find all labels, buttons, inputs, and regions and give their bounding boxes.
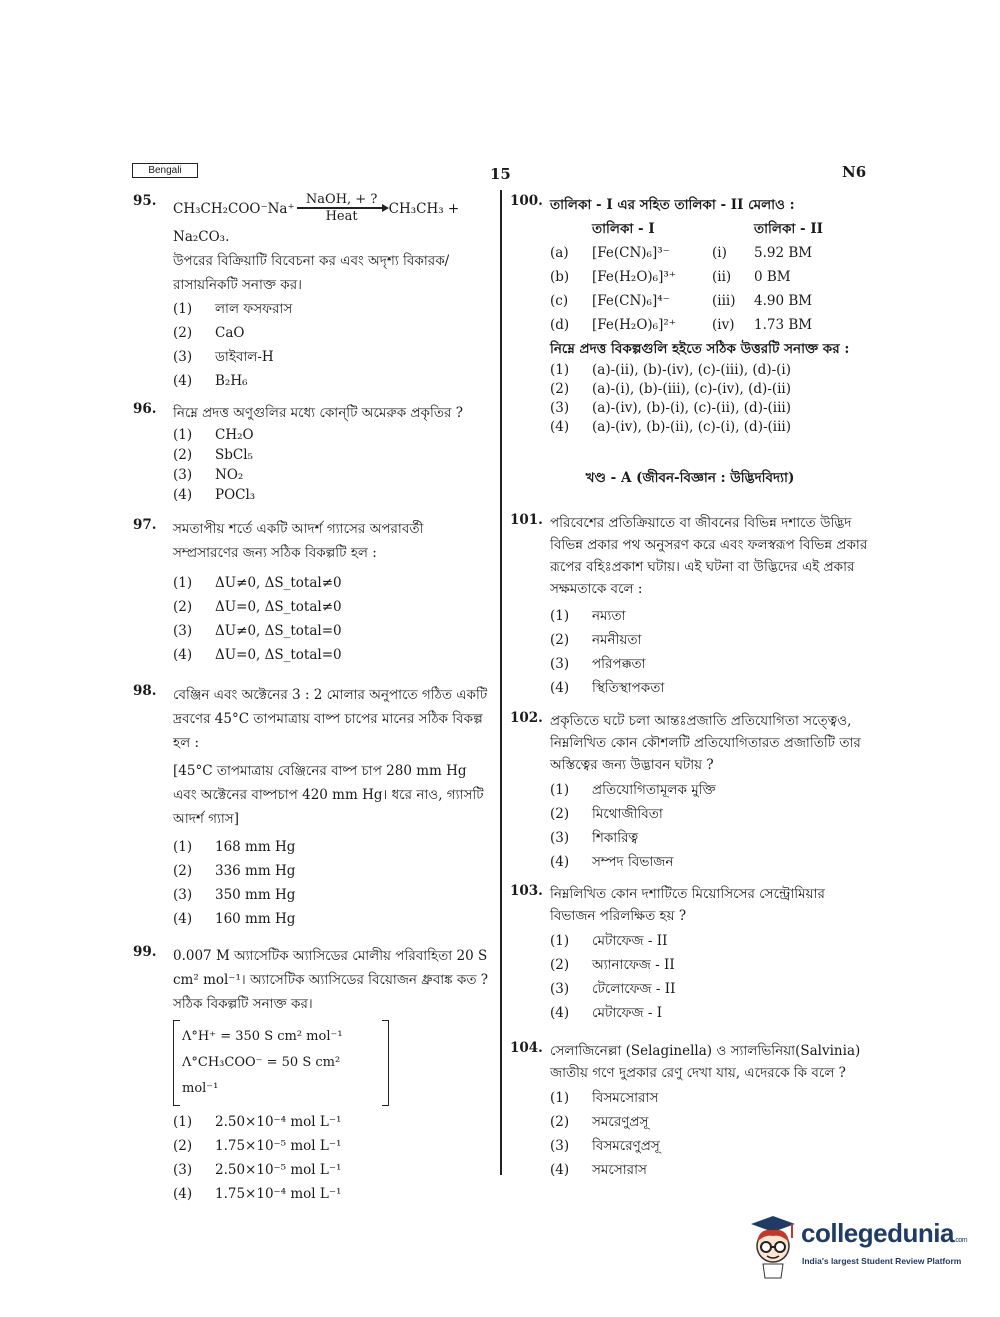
question-97	[133, 517, 493, 677]
match-table-header	[592, 217, 870, 241]
option-text: ΔU=0, ΔS_total≠0	[215, 599, 342, 615]
answer-option[interactable]	[173, 595, 493, 619]
match-table-cell: 1.73 BM	[754, 317, 813, 333]
question-text: সেলাজিনেল্লা (Selaginella) ও স্যালভিনিয়া(Salvinia) জাতীয় গণে দুপ্রকার রেণু দেখা যায়, এদেরকে কি বলে ?	[550, 1043, 861, 1081]
answer-option[interactable]	[173, 369, 493, 393]
page-number: 15	[490, 165, 511, 183]
question-101	[510, 512, 870, 710]
option-number: (4)	[173, 487, 193, 503]
match-table-cell: [Fe(H₂O)₆]²⁺	[592, 317, 676, 333]
option-number: (1)	[173, 575, 193, 591]
option-number: (4)	[173, 1186, 193, 1202]
option-number: (4)	[173, 372, 193, 389]
option-text: বিসমরেণুপ্রসূ	[592, 1138, 660, 1154]
question-102	[510, 710, 870, 883]
option-text: সম্পদ বিভাজন	[592, 854, 674, 870]
given-data-line: Λ°CH₃COO⁻ = 50 S cm² mol⁻¹	[182, 1055, 341, 1096]
option-number: (3)	[173, 467, 193, 483]
option-text: পরিপক্কতা	[592, 656, 646, 672]
match-table-cell: (i)	[712, 245, 727, 261]
brand-domain: .com	[953, 1237, 968, 1244]
option-number: (3)	[550, 400, 570, 416]
option-number: (1)	[550, 362, 570, 378]
option-number: (3)	[550, 656, 570, 672]
match-table-cell: [Fe(CN)₆]³⁻	[592, 245, 670, 261]
answer-option[interactable]	[550, 361, 870, 380]
answer-option[interactable]	[550, 1134, 870, 1158]
right-column	[510, 193, 870, 1182]
option-text: (a)-(i), (b)-(iii), (c)-(iv), (d)-(ii)	[592, 381, 792, 397]
reaction-equation	[173, 193, 493, 225]
column-divider	[500, 190, 502, 1175]
answer-option[interactable]	[173, 1110, 493, 1134]
answer-option[interactable]	[550, 380, 870, 399]
answer-option[interactable]	[173, 297, 493, 321]
option-number: (2)	[550, 1114, 570, 1130]
question-number: 97.	[133, 517, 157, 533]
option-text: ΔU≠0, ΔS_total=0	[215, 623, 342, 639]
collegedunia-logo[interactable]	[745, 1212, 970, 1282]
question-text: তালিকা - I এর সহিত তালিকা - II মেলাও :	[550, 197, 795, 213]
option-text: 168 mm Hg	[215, 839, 296, 855]
match-table-cell: (c)	[550, 293, 569, 309]
answer-option[interactable]	[550, 929, 870, 953]
reaction-arrow	[297, 193, 387, 225]
option-text: মেটাফেজ - I	[592, 1005, 663, 1021]
option-text: ΔU=0, ΔS_total=0	[215, 647, 342, 663]
section-title: খণ্ড - A (জীবন-বিজ্ঞান : উদ্ভিদবিদ্যা)	[585, 470, 795, 486]
option-number: (1)	[173, 300, 193, 317]
mascot-icon	[745, 1212, 801, 1282]
option-text: SbCl₅	[215, 447, 253, 463]
question-number: 103.	[510, 883, 543, 899]
answer-option[interactable]	[173, 321, 493, 345]
option-number: (1)	[173, 427, 193, 443]
question-number: 99.	[133, 944, 157, 960]
question-text: নিম্নলিখিত কোন দশাটিতে মিয়োসিসের সেন্ট্রোমিয়ার বিভাজন পরিলক্ষিত হয় ?	[550, 886, 825, 924]
option-text: 2.50×10⁻⁵ mol L⁻¹	[215, 1162, 342, 1178]
list-1-heading: তালিকা - I	[592, 221, 655, 237]
product-continued: Na₂CO₃.	[173, 228, 230, 245]
question-number: 102.	[510, 710, 543, 726]
match-table	[550, 241, 870, 337]
option-text: ডাইবাল-H	[215, 348, 274, 365]
brand-tagline: India's largest Student Review Platform	[802, 1256, 962, 1266]
option-text: বিসমসোরাস	[592, 1090, 659, 1106]
option-number: (3)	[173, 348, 193, 365]
option-text: প্রতিযোগিতামূলক মুক্তি	[592, 782, 716, 798]
question-98	[133, 683, 493, 938]
option-text: (a)-(iv), (b)-(ii), (c)-(i), (d)-(iii)	[592, 419, 792, 435]
answer-option[interactable]	[173, 835, 493, 859]
option-text: NO₂	[215, 467, 244, 483]
answer-option[interactable]	[550, 418, 870, 437]
answer-option[interactable]	[550, 1086, 870, 1110]
question-text: 0.007 M অ্যাসেটিক অ্যাসিডের মোলীয় পরিবাহিতা 20 S cm² mol⁻¹। অ্যাসেটিক অ্যাসিডের বিয়োজন ধ্রুবাঙ্ক কত ? সঠিক বিকল্পটি সনাক্ত কর।	[173, 948, 488, 1012]
answer-option[interactable]	[173, 571, 493, 595]
answer-option[interactable]	[173, 619, 493, 643]
answer-option[interactable]	[173, 345, 493, 369]
option-text: 160 mm Hg	[215, 911, 296, 927]
option-number: (1)	[550, 1090, 570, 1106]
booklet-code: N6	[842, 163, 867, 181]
option-text: মেটাফেজ - II	[592, 933, 668, 949]
option-text: নম্যতা	[592, 608, 626, 624]
match-table-cell: [Fe(CN)₆]⁴⁻	[592, 293, 670, 309]
match-table-cell: 4.90 BM	[754, 293, 813, 309]
question-95	[133, 193, 493, 395]
match-table-cell: (a)	[550, 245, 569, 261]
option-number: (4)	[550, 1005, 570, 1021]
option-text: (a)-(ii), (b)-(iv), (c)-(iii), (d)-(i)	[592, 362, 792, 378]
option-number: (2)	[173, 863, 193, 879]
option-text: সমরেণুপ্রসূ	[592, 1114, 649, 1130]
option-text: 350 mm Hg	[215, 887, 296, 903]
question-text: প্রকৃতিতে ঘটে চলা আন্তঃপ্রজাতি প্রতিযোগিতা সত্ত্বেও, নিম্নলিখিত কোন কৌশলটি প্রতিযোগিতারত প্রজাতিটি তার অস্তিত্বের জন্য উদ্ভাবন ঘটায় ?	[550, 713, 861, 773]
question-number: 104.	[510, 1040, 543, 1056]
question-103	[510, 883, 870, 1040]
answer-option[interactable]	[173, 643, 493, 667]
option-number: (1)	[173, 1114, 193, 1130]
answer-option[interactable]	[550, 802, 870, 826]
option-number: (1)	[550, 933, 570, 949]
given-data-line: Λ°H⁺ = 350 S cm² mol⁻¹	[182, 1029, 343, 1044]
option-text: 1.75×10⁻⁵ mol L⁻¹	[215, 1138, 342, 1154]
answer-option[interactable]	[550, 652, 870, 676]
answer-option[interactable]	[173, 425, 493, 445]
option-number: (4)	[550, 854, 570, 870]
match-table-cell: (iv)	[712, 317, 735, 333]
option-text: ΔU≠0, ΔS_total≠0	[215, 575, 342, 591]
option-number: (4)	[173, 647, 193, 663]
option-number: (3)	[550, 1138, 570, 1154]
option-number: (2)	[550, 957, 570, 973]
answer-option[interactable]	[550, 628, 870, 652]
answer-option[interactable]	[173, 859, 493, 883]
answer-option[interactable]	[550, 778, 870, 802]
question-note: [45°C তাপমাত্রায় বেঞ্জিনের বাষ্প চাপ 280 mm Hg এবং অক্টেনের বাষ্পচাপ 420 mm Hg। ধরে নাও, গ্যাসটি আদর্শ গ্যাস]	[173, 763, 484, 827]
answer-option[interactable]	[550, 604, 870, 628]
answer-option[interactable]	[173, 465, 493, 485]
option-text: B₂H₆	[215, 372, 248, 389]
arrow-top-label: NaOH, + ?	[305, 192, 378, 207]
answer-option[interactable]	[550, 953, 870, 977]
option-number: (1)	[173, 839, 193, 855]
option-number: (1)	[550, 782, 570, 798]
answer-option[interactable]	[550, 676, 870, 700]
option-text: CH₂O	[215, 427, 254, 443]
answer-option[interactable]	[173, 1158, 493, 1182]
answer-option[interactable]	[173, 883, 493, 907]
reactant: CH₃CH₂COO⁻Na⁺	[173, 200, 295, 217]
option-text: নমনীয়তা	[592, 632, 642, 648]
match-table-cell: 5.92 BM	[754, 245, 813, 261]
match-table-cell: 0 BM	[754, 269, 791, 285]
language-label: Bengali	[132, 163, 198, 178]
option-number: (2)	[550, 806, 570, 822]
option-number: (4)	[550, 419, 570, 435]
answer-option[interactable]	[550, 850, 870, 874]
answer-option[interactable]	[550, 1158, 870, 1182]
product: CH₃CH₃ +	[388, 200, 460, 217]
option-text: 1.75×10⁻⁴ mol L⁻¹	[215, 1186, 342, 1202]
left-column	[133, 193, 493, 1206]
answer-option[interactable]	[173, 445, 493, 465]
question-99	[133, 944, 493, 1206]
question-number: 95.	[133, 193, 157, 209]
arrow-bottom-label: Heat	[325, 208, 358, 224]
given-data-bracket	[173, 1020, 389, 1106]
option-number: (4)	[550, 680, 570, 696]
option-number: (2)	[550, 381, 570, 397]
answer-option[interactable]	[173, 485, 493, 505]
option-text: 336 mm Hg	[215, 863, 296, 879]
question-number: 98.	[133, 683, 157, 699]
option-number: (3)	[173, 1162, 193, 1178]
answer-option[interactable]	[173, 907, 493, 931]
option-text: 2.50×10⁻⁴ mol L⁻¹	[215, 1114, 342, 1130]
question-number: 100.	[510, 193, 543, 209]
answer-option[interactable]	[550, 1001, 870, 1025]
option-number: (2)	[173, 599, 193, 615]
match-table-cell: (b)	[550, 269, 570, 285]
question-text: উপরের বিক্রিয়াটি বিবেচনা কর এবং অদৃশ্য বিকারক/ রাসায়নিকটি সনাক্ত কর।	[173, 252, 450, 293]
list-2-heading: তালিকা - II	[754, 221, 823, 237]
answer-option[interactable]	[550, 399, 870, 418]
option-text: POCl₃	[215, 487, 256, 503]
option-number: (3)	[550, 981, 570, 997]
option-number: (4)	[173, 911, 193, 927]
question-text: পরিবেশের প্রতিক্রিয়াতে বা জীবনের বিভিন্ন দশাতে উদ্ভিদ বিভিন্ন প্রকার পথ অনুসরণ করে এবং ফলস্বরূপ বিভিন্ন প্রকার রূপের বহিঃপ্রকাশ ঘটায়। এই ঘটনা বা উদ্ভিদের এই প্রকার সক্ষমতাকে বলে :	[550, 515, 868, 597]
question-100	[510, 193, 870, 437]
question-text: সমতাপীয় শর্তে একটি আদর্শ গ্যাসের অপরাবর্তী সম্প্রসারণের জন্য সঠিক বিকল্পটি হল :	[173, 521, 424, 561]
instruction-text: নিম্নে প্রদত্ত বিকল্পগুলি হইতে সঠিক উত্তরটি সনাক্ত কর :	[550, 341, 850, 357]
question-96	[133, 401, 493, 511]
option-number: (3)	[173, 887, 193, 903]
option-number: (2)	[173, 1138, 193, 1154]
question-number: 96.	[133, 401, 157, 417]
question-text: বেঞ্জিন এবং অক্টেনের 3 : 2 মোলার অনুপাতে গঠিত একটি দ্রবণের 45°C তাপমাত্রায় বাষ্প চাপের মানের সঠিক বিকল্প হল :	[173, 687, 488, 751]
match-table-cell: (ii)	[712, 269, 732, 285]
option-text: CaO	[215, 324, 245, 341]
match-table-cell: [Fe(H₂O)₆]³⁺	[592, 269, 676, 285]
option-text: অ্যানাফেজ - II	[592, 957, 675, 973]
match-table-cell: (iii)	[712, 293, 736, 309]
answer-option[interactable]	[173, 1134, 493, 1158]
option-number: (4)	[550, 1162, 570, 1178]
question-number: 101.	[510, 512, 543, 528]
option-text: সমসোরাস	[592, 1162, 647, 1178]
answer-option[interactable]	[550, 1110, 870, 1134]
option-number: (3)	[550, 830, 570, 846]
answer-option[interactable]	[550, 977, 870, 1001]
option-number: (2)	[550, 632, 570, 648]
option-text: স্থিতিস্থাপকতা	[592, 680, 665, 696]
option-number: (2)	[173, 324, 193, 341]
match-table-cell: (d)	[550, 317, 570, 333]
option-text: লাল ফসফরাস	[215, 300, 293, 317]
option-text: (a)-(iv), (b)-(i), (c)-(ii), (d)-(iii)	[592, 400, 792, 416]
option-text: টেলোফেজ - II	[592, 981, 676, 997]
brand-name: collegedunia.com	[801, 1218, 968, 1248]
option-number: (3)	[173, 623, 193, 639]
option-text: মিথোজীবিতা	[592, 806, 663, 822]
question-text: নিম্নে প্রদত্ত অণুগুলির মধ্যে কোন্‌টি অমেরুক প্রকৃতির ?	[173, 405, 463, 421]
option-text: শিকারিত্ব	[592, 830, 639, 846]
answer-option[interactable]	[173, 1182, 493, 1206]
option-number: (1)	[550, 608, 570, 624]
option-number: (2)	[173, 447, 193, 463]
answer-option[interactable]	[550, 826, 870, 850]
question-104	[510, 1040, 870, 1182]
